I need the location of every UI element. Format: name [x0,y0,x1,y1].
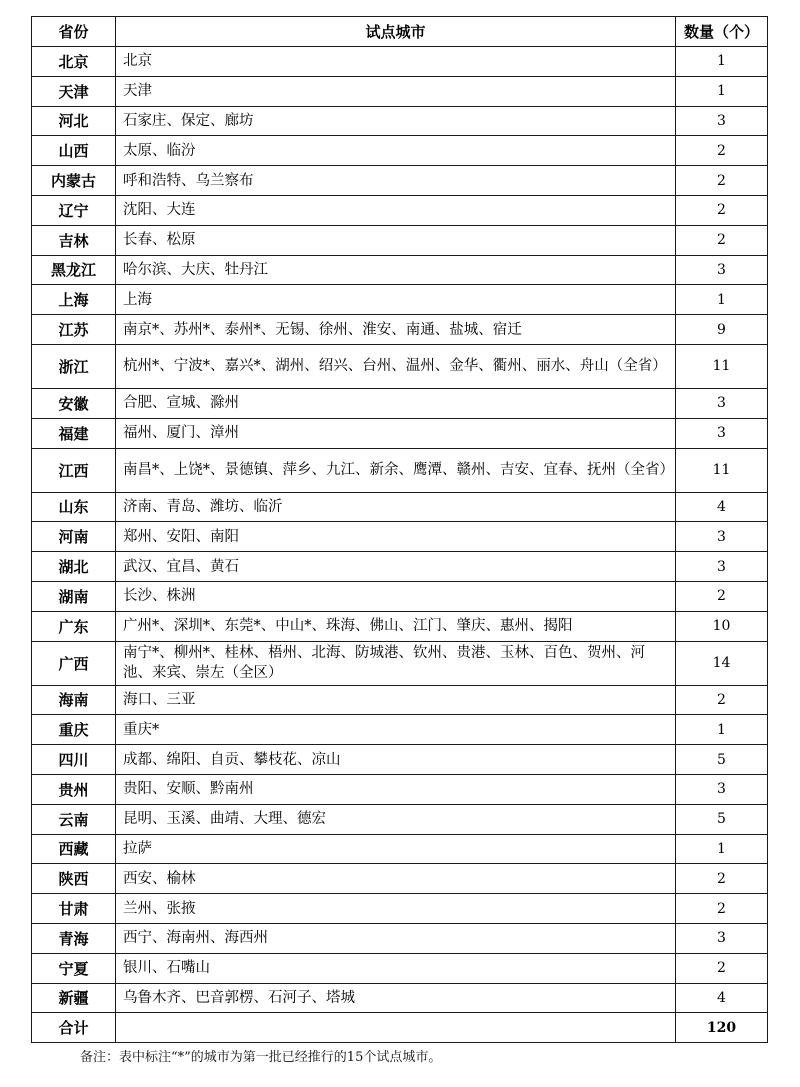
table-row [32,166,768,196]
table-row [32,983,768,1013]
pilot-cities-table [31,16,768,1043]
table-row [32,255,768,285]
province-cell: 重庆 [32,715,116,745]
count-cell: 3 [676,522,768,552]
cities-cell: 北京 [116,47,676,77]
province-cell: 青海 [32,923,116,953]
table-row [32,315,768,345]
header-province: 省份 [32,17,116,47]
cities-cell: 南昌*、上饶*、景德镇、萍乡、九江、新余、鹰潭、赣州、吉安、宜春、抚州（全省） [116,448,676,492]
table-row [32,804,768,834]
cities-cell: 银川、石嘴山 [116,953,676,983]
count-cell: 2 [676,894,768,924]
count-cell: 10 [676,611,768,641]
table-row [32,745,768,775]
count-cell: 3 [676,774,768,804]
table-row [32,894,768,924]
count-cell: 4 [676,983,768,1013]
table-row [32,418,768,448]
province-cell: 山东 [32,492,116,522]
province-cell: 甘肃 [32,894,116,924]
count-cell: 2 [676,864,768,894]
count-cell: 11 [676,344,768,388]
table-row [32,715,768,745]
count-cell: 5 [676,745,768,775]
table-row [32,285,768,315]
count-cell: 9 [676,315,768,345]
province-cell: 浙江 [32,344,116,388]
cities-cell: 哈尔滨、大庆、牡丹江 [116,255,676,285]
province-cell: 湖北 [32,552,116,582]
table-row [32,552,768,582]
footnote: 备注：表中标注“*”的城市为第一批已经推行的15个试点城市。 [80,1050,442,1065]
table-row [32,76,768,106]
cities-cell: 重庆* [116,715,676,745]
table-row [32,344,768,388]
province-cell: 河北 [32,106,116,136]
table-row [32,47,768,77]
count-cell: 2 [676,166,768,196]
province-cell: 河南 [32,522,116,552]
count-cell: 1 [676,715,768,745]
table-footer [32,1013,768,1043]
count-cell: 3 [676,923,768,953]
province-cell: 贵州 [32,774,116,804]
count-cell: 3 [676,255,768,285]
cities-cell: 南宁*、柳州*、桂林、梧州、北海、防城港、钦州、贵港、玉林、百色、贺州、河池、来宾、崇左（全区） [116,641,676,685]
table-row [32,923,768,953]
province-cell: 上海 [32,285,116,315]
province-cell: 宁夏 [32,953,116,983]
table-row [32,195,768,225]
province-cell: 云南 [32,804,116,834]
table-row [32,492,768,522]
province-cell: 天津 [32,76,116,106]
count-cell: 14 [676,641,768,685]
table-row [32,834,768,864]
cities-cell: 太原、临汾 [116,136,676,166]
count-cell: 2 [676,953,768,983]
table-row [32,522,768,552]
province-cell: 江西 [32,448,116,492]
province-cell: 北京 [32,47,116,77]
header-cities: 试点城市 [116,17,676,47]
count-cell: 3 [676,552,768,582]
table-row [32,388,768,418]
cities-cell: 贵阳、安顺、黔南州 [116,774,676,804]
cities-cell: 呼和浩特、乌兰察布 [116,166,676,196]
table-row [32,685,768,715]
table-row [32,581,768,611]
table-row [32,611,768,641]
province-cell: 内蒙古 [32,166,116,196]
province-cell: 海南 [32,685,116,715]
cities-cell: 拉萨 [116,834,676,864]
table-row [32,864,768,894]
table-row [32,136,768,166]
header-row [32,17,768,47]
cities-cell: 长沙、株洲 [116,581,676,611]
province-cell: 福建 [32,418,116,448]
province-cell: 吉林 [32,225,116,255]
table-row [32,641,768,685]
count-cell: 2 [676,136,768,166]
cities-cell: 福州、厦门、漳州 [116,418,676,448]
province-cell: 江苏 [32,315,116,345]
province-cell: 湖南 [32,581,116,611]
province-cell: 西藏 [32,834,116,864]
province-cell: 陕西 [32,864,116,894]
province-cell: 辽宁 [32,195,116,225]
table-row [32,774,768,804]
cities-cell: 南京*、苏州*、泰州*、无锡、徐州、淮安、南通、盐城、宿迁 [116,315,676,345]
province-cell: 黑龙江 [32,255,116,285]
count-cell: 4 [676,492,768,522]
province-cell: 新疆 [32,983,116,1013]
count-cell: 1 [676,76,768,106]
table-row [32,106,768,136]
cities-cell: 兰州、张掖 [116,894,676,924]
header-count: 数量（个） [676,17,768,47]
table-row [32,953,768,983]
table-body [32,47,768,1013]
count-cell: 1 [676,47,768,77]
count-cell: 3 [676,388,768,418]
cities-cell: 长春、松原 [116,225,676,255]
cities-cell: 济南、青岛、潍坊、临沂 [116,492,676,522]
cities-cell: 沈阳、大连 [116,195,676,225]
cities-cell: 昆明、玉溪、曲靖、大理、德宏 [116,804,676,834]
cities-cell: 合肥、宣城、滁州 [116,388,676,418]
cities-cell: 成都、绵阳、自贡、攀枝花、凉山 [116,745,676,775]
count-cell: 11 [676,448,768,492]
cities-cell: 西宁、海南州、海西州 [116,923,676,953]
count-cell: 2 [676,195,768,225]
cities-cell: 杭州*、宁波*、嘉兴*、湖州、绍兴、台州、温州、金华、衢州、丽水、舟山（全省） [116,344,676,388]
table-row [32,448,768,492]
cities-cell: 海口、三亚 [116,685,676,715]
count-cell: 2 [676,685,768,715]
province-cell: 山西 [32,136,116,166]
count-cell: 3 [676,106,768,136]
table-header [32,17,768,47]
province-cell: 安徽 [32,388,116,418]
cities-cell: 广州*、深圳*、东莞*、中山*、珠海、佛山、江门、肇庆、惠州、揭阳 [116,611,676,641]
cities-cell: 石家庄、保定、廊坊 [116,106,676,136]
province-cell: 广东 [32,611,116,641]
total-count: 120 [676,1013,768,1043]
province-cell: 广西 [32,641,116,685]
count-cell: 1 [676,285,768,315]
count-cell: 2 [676,225,768,255]
count-cell: 3 [676,418,768,448]
cities-cell: 天津 [116,76,676,106]
total-row [32,1013,768,1043]
table-row [32,225,768,255]
province-cell: 四川 [32,745,116,775]
total-cities [116,1013,676,1043]
cities-cell: 西安、榆林 [116,864,676,894]
cities-cell: 乌鲁木齐、巴音郭楞、石河子、塔城 [116,983,676,1013]
cities-cell: 上海 [116,285,676,315]
count-cell: 5 [676,804,768,834]
total-label: 合计 [32,1013,116,1043]
count-cell: 2 [676,581,768,611]
cities-cell: 武汉、宜昌、黄石 [116,552,676,582]
count-cell: 1 [676,834,768,864]
cities-cell: 郑州、安阳、南阳 [116,522,676,552]
